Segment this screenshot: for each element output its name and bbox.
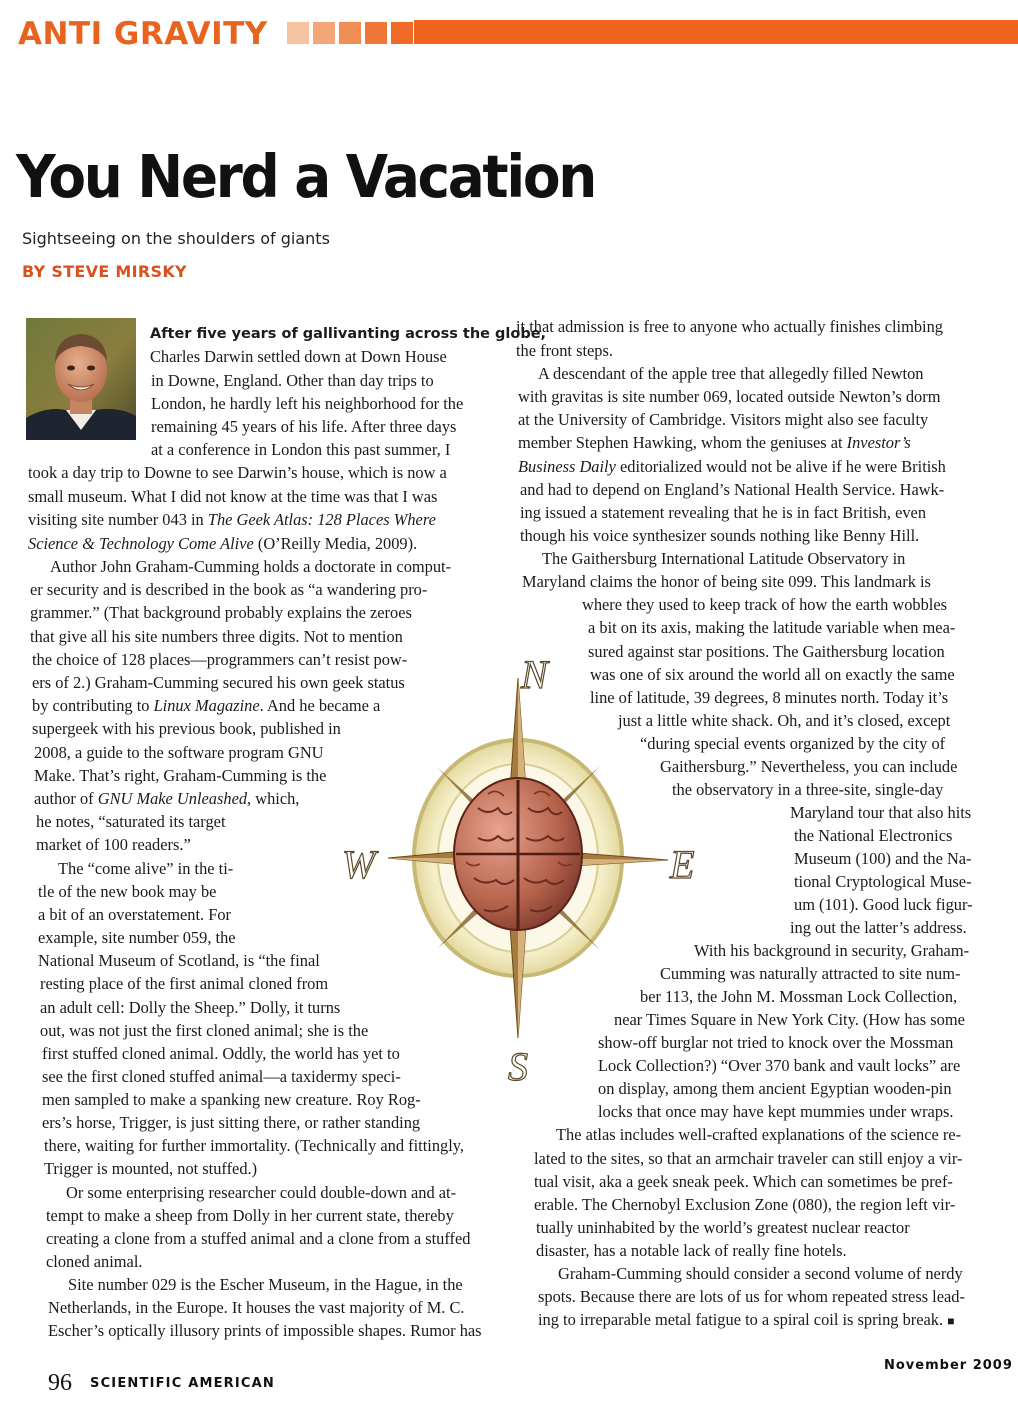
- body-line: um (101). Good luck figur-: [794, 895, 973, 914]
- body-line: though his voice synthesizer sounds nothing like Benny Hill.: [520, 526, 920, 545]
- body-line: ers’s horse, Trigger, is just sitting there, or rather standing: [42, 1113, 421, 1132]
- body-line: [28, 533, 417, 555]
- header-bar: [414, 20, 1018, 44]
- newspaper-title: Investor’s: [846, 433, 911, 452]
- body-line: National Museum of Scotland, is “the final: [38, 951, 320, 970]
- body-text: by contributing to: [32, 696, 154, 715]
- body-line: the observatory in a three-site, single-day: [672, 780, 944, 799]
- body-line: [32, 695, 380, 717]
- body-line: Lock Collection?) “Over 370 bank and vault locks” are: [598, 1056, 961, 1075]
- body-line: ers of 2.) Graham-Cumming secured his own geek status: [32, 673, 405, 692]
- body-line: Trigger is mounted, not stuffed.): [44, 1159, 258, 1178]
- body-line: supergeek with his previous book, published in: [32, 719, 341, 738]
- body-line: A descendant of the apple tree that allegedly filled Newton: [538, 364, 924, 383]
- body-text: ing to irreparable metal fatigue to a spiral coil is spring break.: [538, 1310, 944, 1329]
- body-line: tually uninhabited by the world’s greatest nuclear reactor: [536, 1218, 910, 1237]
- body-line: Graham-Cumming should consider a second volume of nerdy: [558, 1264, 963, 1283]
- body-line: 2008, a guide to the software program GNU: [34, 743, 324, 762]
- body-line: Netherlands, in the Europe. It houses the vast majority of M. C.: [48, 1298, 465, 1317]
- body-line: it that admission is free to anyone who actually finishes climbing: [516, 317, 943, 336]
- section-header: [0, 14, 1018, 54]
- body-line: there, waiting for further immortality. (Technically and fittingly,: [44, 1136, 465, 1155]
- body-line: that give all his site numbers three digits. Not to mention: [30, 627, 403, 646]
- body-text: author of: [34, 789, 98, 808]
- body-line: Cumming was naturally attracted to site num-: [660, 964, 961, 983]
- body-line: The Gaithersburg International Latitude Observatory in: [542, 549, 906, 568]
- body-line: lated to the sites, so that an armchair traveler can still enjoy a vir-: [534, 1149, 963, 1168]
- body-text: member Stephen Hawking, whom the geniuses at: [518, 433, 847, 452]
- body-line: was one of six around the world all on exactly the same: [590, 665, 955, 684]
- body-line: a bit on its axis, making the latitude variable when mea-: [588, 618, 956, 637]
- header-square: [313, 22, 335, 44]
- body-line: “during special events organized by the city of: [640, 734, 946, 753]
- page-number: 96: [48, 1370, 72, 1396]
- body-line: [34, 788, 299, 810]
- headline: You Nerd a Vacation: [16, 142, 595, 211]
- body-line: out, was not just the first cloned animal; she is the: [40, 1021, 369, 1040]
- author-photo: [26, 318, 136, 440]
- author-portrait-image: [26, 318, 136, 440]
- body-line: at the University of Cambridge. Visitors might also see faculty: [518, 410, 929, 429]
- body-line: tional Cryptological Muse-: [794, 872, 972, 891]
- body-line: London, he hardly left his neighborhood for the: [151, 394, 464, 413]
- body-line: ber 113, the John M. Mossman Lock Collection,: [640, 987, 958, 1006]
- body-line: Site number 029 is the Escher Museum, in the Hague, in the: [68, 1275, 463, 1294]
- body-line: the choice of 128 places—programmers can’t resist pow-: [32, 650, 408, 669]
- body-line: The atlas includes well-crafted explanations of the science re-: [556, 1125, 962, 1144]
- body-line: he notes, “saturated its target: [36, 812, 226, 831]
- byline: BY STEVE MIRSKY: [22, 262, 187, 281]
- body-line: Make. That’s right, Graham-Cumming is the: [34, 766, 327, 785]
- body-line: ing issued a statement revealing that he is in fact British, even: [520, 503, 927, 522]
- body-line: tual visit, aka a geek sneak peek. Which can sometimes be pref-: [534, 1172, 953, 1191]
- body-line: tempt to make a sheep from Dolly in her current state, thereby: [46, 1206, 454, 1225]
- body-text: . And he became a: [259, 696, 381, 715]
- body-line: first stuffed cloned animal. Oddly, the world has yet to: [42, 1044, 400, 1063]
- compass-illustration: [338, 648, 718, 1088]
- body-line: sured against star positions. The Gaithersburg location: [588, 642, 945, 661]
- body-line: the National Electronics: [794, 826, 953, 845]
- header-square: [391, 22, 413, 44]
- body-line: The “come alive” in the ti-: [58, 859, 234, 878]
- body-line: Gaithersburg.” Nevertheless, you can include: [660, 757, 958, 776]
- magazine-title: Linux Magazine: [153, 696, 260, 715]
- book-title: GNU Make Unleashed,: [97, 789, 252, 808]
- body-line: Escher’s optically illusory prints of impossible shapes. Rumor has: [48, 1321, 482, 1340]
- body-line: [518, 432, 911, 454]
- compass-west-label: W: [342, 842, 376, 887]
- body-line: a bit of an overstatement. For: [38, 905, 231, 924]
- body-line: spots. Because there are lots of us for whom repeated stress lead-: [538, 1287, 965, 1306]
- body-line: near Times Square in New York City. (How has some: [614, 1010, 965, 1029]
- subhead: Sightseeing on the shoulders of giants: [22, 229, 330, 248]
- body-line: tle of the new book may be: [38, 882, 217, 901]
- body-line: in Downe, England. Other than day trips to: [151, 371, 434, 390]
- body-line: and had to depend on England’s National Health Service. Hawk-: [520, 480, 945, 499]
- body-line: where they used to keep track of how the earth wobbles: [582, 595, 948, 614]
- compass-south-label: S: [508, 1044, 528, 1088]
- body-line: example, site number 059, the: [38, 928, 236, 947]
- body-line: Author John Graham-Cumming holds a doctorate in comput-: [50, 557, 452, 576]
- body-text: editorialized would not be alive if he were British: [615, 457, 946, 476]
- newspaper-title: Business Daily: [518, 457, 616, 476]
- body-line: men sampled to make a spanking new creature. Roy Rog-: [42, 1090, 421, 1109]
- body-line: line of latitude, 39 degrees, 8 minutes north. Today it’s: [590, 688, 949, 707]
- publication-name: SCIENTIFIC AMERICAN: [90, 1376, 275, 1391]
- body-line: er security and is described in the book as “a wandering pro-: [30, 580, 428, 599]
- body-line: with gravitas is site number 069, located outside Newton’s dorm: [518, 387, 941, 406]
- compass-brain-illustration: [338, 648, 718, 1088]
- body-line: erable. The Chernobyl Exclusion Zone (080), the region left vir-: [534, 1195, 956, 1214]
- issue-date: November 2009: [884, 1358, 1013, 1373]
- body-line: on display, among them ancient Egyptian wooden-pin: [598, 1079, 952, 1098]
- header-square: [339, 22, 361, 44]
- body-line: small museum. What I did not know at the time was that I was: [28, 487, 438, 506]
- body-line: After five years of gallivanting across the globe,: [150, 326, 547, 342]
- brain-image: [454, 778, 582, 930]
- body-line: [518, 456, 946, 478]
- body-line: at a conference in London this past summer, I: [151, 440, 451, 459]
- body-line: market of 100 readers.”: [36, 835, 191, 854]
- body-line: grammer.” (That background probably explains the zeroes: [30, 603, 412, 622]
- header-square: [365, 22, 387, 44]
- body-line: remaining 45 years of his life. After three days: [151, 417, 457, 436]
- compass-north-label: N: [521, 652, 548, 697]
- body-text: (O’Reilly Media, 2009).: [253, 534, 418, 553]
- body-line: [538, 1309, 954, 1332]
- body-text: which,: [251, 789, 300, 808]
- body-line: show-off burglar not tried to knock over the Mossman: [598, 1033, 954, 1052]
- end-mark-icon: ■: [947, 1314, 955, 1328]
- body-line: creating a clone from a stuffed animal and a clone from a stuffed: [46, 1229, 471, 1248]
- body-line: locks that once may have kept mummies under wraps.: [598, 1102, 954, 1121]
- body-line: an adult cell: Dolly the Sheep.” Dolly, it turns: [40, 998, 341, 1017]
- body-line: ing out the latter’s address.: [790, 918, 967, 937]
- body-line: Maryland tour that also hits: [790, 803, 972, 822]
- body-line: the front steps.: [516, 341, 613, 360]
- book-title: The Geek Atlas: 128 Places Where: [207, 510, 436, 529]
- compass-east-label: E: [670, 842, 695, 887]
- header-square: [287, 22, 309, 44]
- body-line: Museum (100) and the Na-: [794, 849, 972, 868]
- body-line: [28, 509, 436, 531]
- body-line: disaster, has a notable lack of really fine hotels.: [536, 1241, 847, 1260]
- body-text: visiting site number 043 in: [28, 510, 208, 529]
- body-line: see the first cloned stuffed animal—a taxidermy speci-: [42, 1067, 401, 1086]
- body-line: just a little white shack. Oh, and it’s closed, except: [618, 711, 951, 730]
- section-label: ANTI GRAVITY: [18, 16, 268, 52]
- body-line: Charles Darwin settled down at Down House: [150, 347, 447, 366]
- book-title: Science & Technology Come Alive: [28, 534, 254, 553]
- body-line: resting place of the first animal cloned from: [40, 974, 329, 993]
- body-line: With his background in security, Graham-: [694, 941, 970, 960]
- body-line: Or some enterprising researcher could double-down and at-: [66, 1183, 457, 1202]
- body-line: cloned animal.: [46, 1252, 143, 1271]
- body-line: took a day trip to Downe to see Darwin’s house, which is now a: [28, 463, 447, 482]
- body-line: Maryland claims the honor of being site 099. This landmark is: [522, 572, 931, 591]
